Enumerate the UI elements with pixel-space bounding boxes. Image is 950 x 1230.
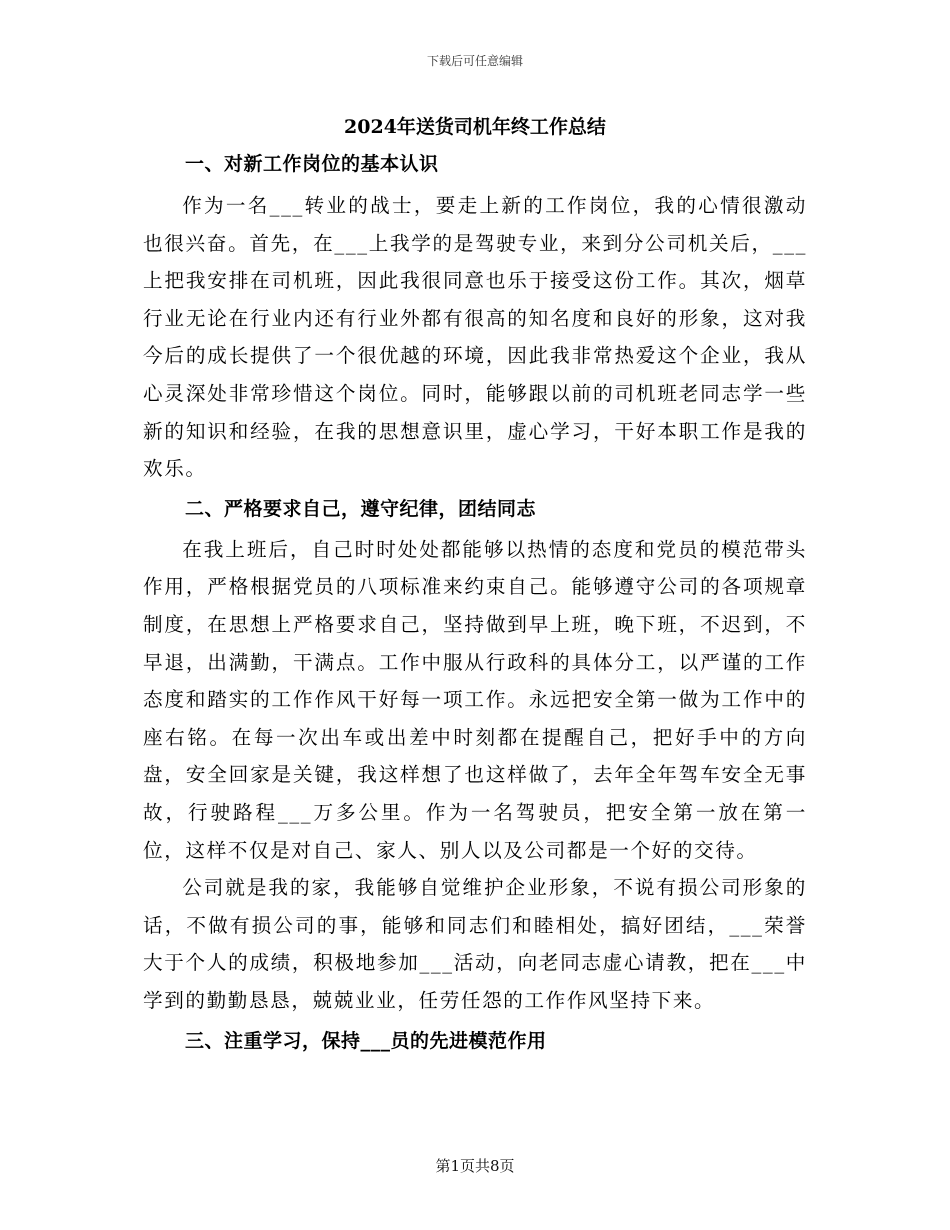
header-note: 下载后可任意编辑 (426, 54, 523, 68)
section-heading-3: 三、注重学习，保持___员的先进模范作用 (185, 1030, 547, 1053)
section-heading-2: 二、严格要求自己，遵守纪律，团结同志 (185, 497, 537, 520)
page-indicator: 第1页共8页 (435, 1157, 515, 1175)
paragraph: 公司就是我的家，我能够自觉维护企业形象，不说有损公司形象的话，不做有损公司的事，能够和同志们和睦相处，搞好团结，___荣誉大于个人的成绩，积极地参加___活动，向老同志虚心请教，把在___中学到的勤勤恳恳，兢兢业业，任劳任怨的工作作风坚持下来。 (143, 876, 807, 1012)
document-title: 2024年送货司机年终工作总结 (344, 116, 606, 138)
paragraph: 在我上班后，自己时时处处都能够以热情的态度和党员的模范带头作用，严格根据党员的八项标准来约束自己。能够遵守公司的各项规章制度，在思想上严格要求自己，坚持做到早上班，晚下班，不迟到，不早退，出满勤，干满点。工作中服从行政科的具体分工，以严谨的工作态度和踏实的工作作风干好每一项工作。永远把安全第一做为工作中的座右铭。在每一次出车或出差中时刻都在提醒自己，把好手中的方向盘，安全回家是关键，我这样想了也这样做了，去年全年驾车安全无事故，行驶路程___万多公里。作为一名驾驶员，把安全第一放在第一位，这样不仅是对自己、家人、别人以及公司都是一个好的交待。 (143, 537, 807, 862)
document-body (143, 144, 807, 1061)
paragraph: 作为一名___转业的战士，要走上新的工作岗位，我的心情很激动也很兴奋。首先，在___上我学的是驾驶专业，来到分公司机关后，___上把我安排在司机班，因此我很同意也乐于接受这份工作。其次，烟草行业无论在行业内还有行业外都有很高的知名度和良好的形象，这对我今后的成长提供了一个很优越的环境，因此我非常热爱这个企业，我从心灵深处非常珍惜这个岗位。同时，能够跟以前的司机班老同志学一些新的知识和经验，在我的思想意识里，虚心学习，干好本职工作是我的欢乐。 (143, 194, 807, 481)
section-heading-1: 一、对新工作岗位的基本认识 (185, 153, 439, 175)
